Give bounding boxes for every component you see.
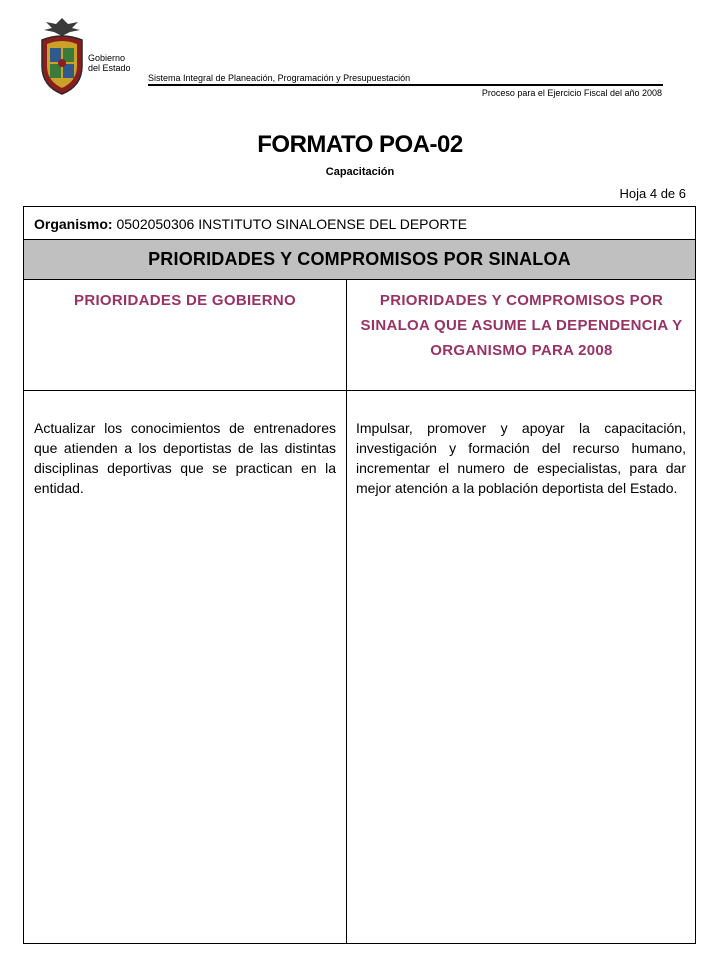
organism-value: 0502050306 INSTITUTO SINALOENSE DEL DEPORTE [112,216,468,232]
sheet-number: Hoja 4 de 6 [619,186,686,201]
header-rule [148,84,663,86]
section-banner: PRIORIDADES Y COMPROMISOS POR SINALOA [24,240,695,280]
organism-row [24,207,695,240]
page-header [0,0,720,130]
priorities-table [23,206,696,944]
fiscal-process-label: Proceso para el Ejercicio Fiscal del año 2008 [481,88,662,98]
organism-label: Organismo: [34,216,113,232]
column-divider [346,280,347,943]
column-header-government-priorities: PRIORIDADES DE GOBIERNO [74,292,296,309]
commitment-text: Impulsar, promover y apoyar la capacitación, investigación y formación del recurso humano, incrementar el numero de especialistas, para dar mejor atención a la población deportista del Estado. [356,420,686,496]
column-header-commitments: PRIORIDADES Y COMPROMISOS POR SINALOA QUE ASUME LA DEPENDENCIA Y ORGANISMO PARA 2008 [360,292,683,359]
document-subtitle: Capacitación [325,166,395,178]
government-label: Gobierno del Estado [88,53,131,73]
state-coat-of-arms-icon [36,14,88,98]
system-name: Sistema Integral de Planeación, Programación y Presupuestación [148,73,411,83]
table-columns [24,280,695,943]
document-title: FORMATO POA-02 [257,131,463,158]
government-priority-text: Actualizar los conocimientos de entrenadores que atienden a los deportistas de las distintas disciplinas deportivas que se practican en la entidad. [34,420,336,496]
